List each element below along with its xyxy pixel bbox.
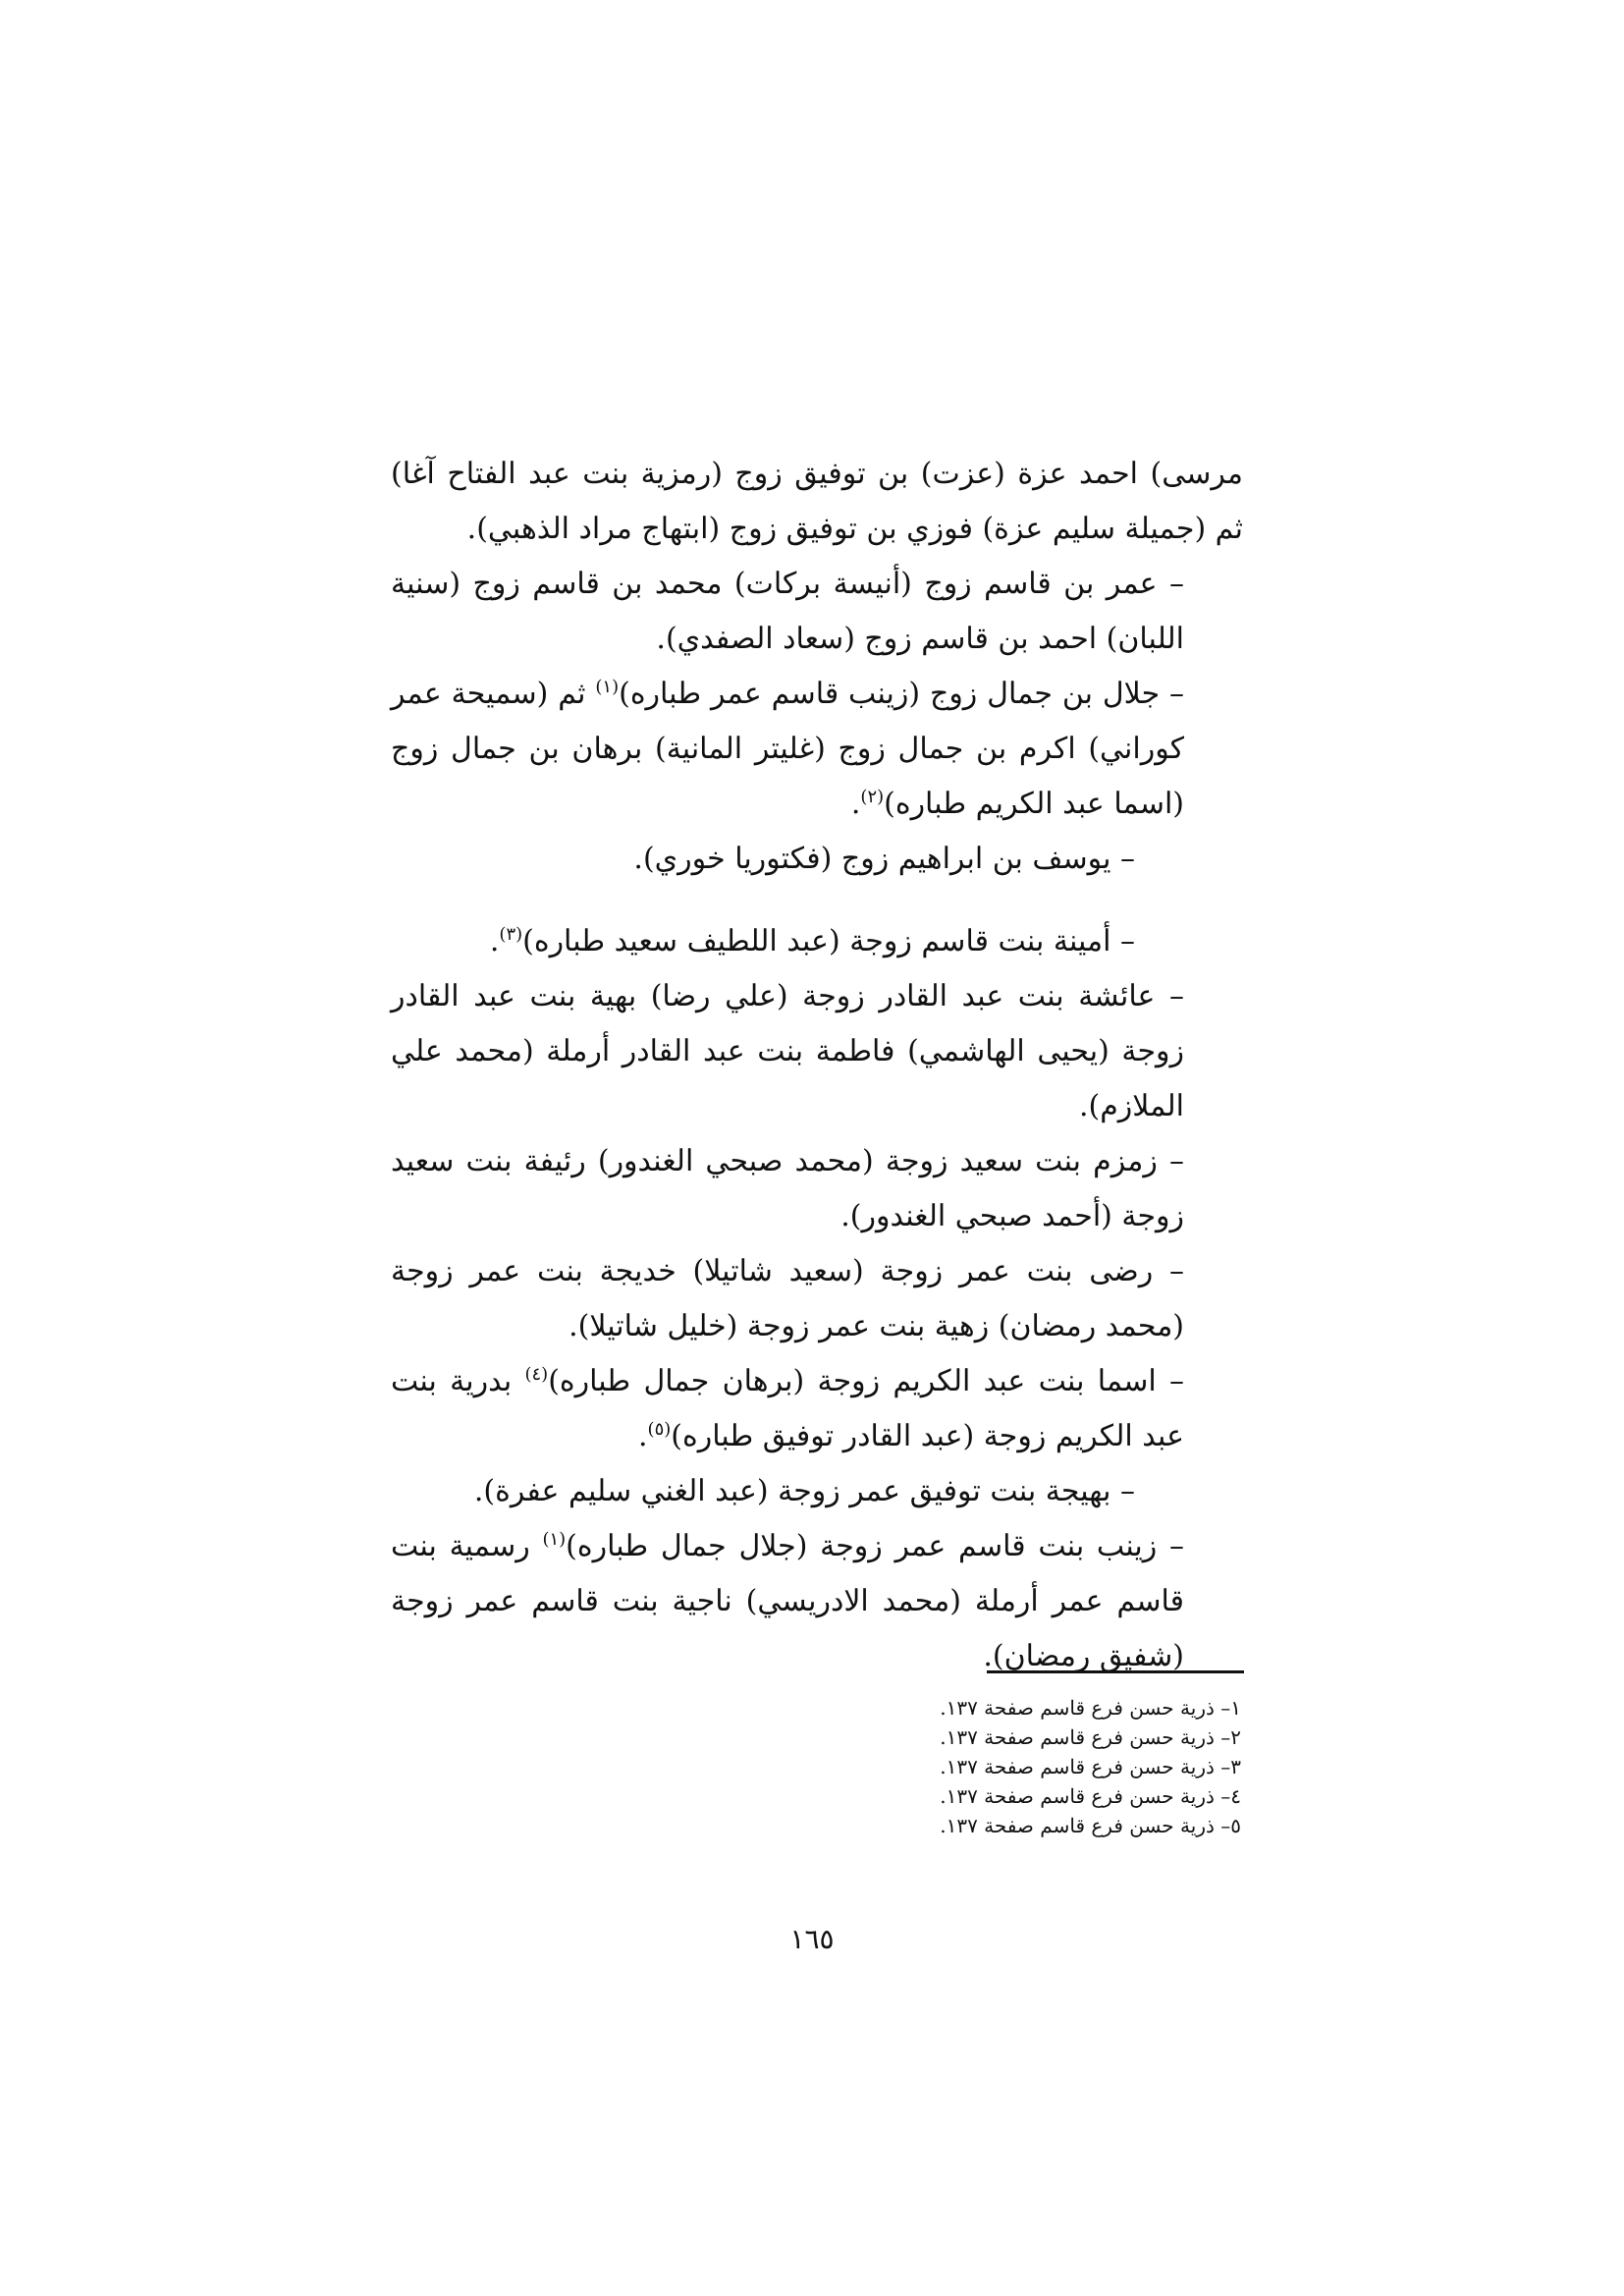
footnote-ref: (١) xyxy=(595,677,620,697)
paragraph-text: – جلال بن جمال زوج (زينب قاسم عمر طباره) xyxy=(619,677,1184,711)
paragraph-text: – أمينة بنت قاسم زوجة (عبد اللطيف سعيد طباره) xyxy=(522,924,1135,958)
paragraph-text: رسمية بنت قاسم عمر أرملة (محمد الادريسي) ناجية بنت قاسم عمر زوجة (شفيق رمضان). xyxy=(391,1529,1184,1673)
paragraph-text: مرسى) احمد عزة (عزت) بن توفيق زوج (رمزية بنت عبد الفتاح آغا) ثم (جميلة سليم عزة) فوزي بن توفيق زوج (ابتهاج مراد الذهبي). xyxy=(391,457,1243,546)
paragraph-asma xyxy=(391,1354,1243,1464)
footnote-ref: (٣) xyxy=(499,924,523,945)
footnote-item: ٣– ذرية حسن فرع قاسم صفحة ١٣٧. xyxy=(940,1755,1241,1778)
paragraph-aisha xyxy=(391,969,1243,1134)
footnote-item: ٢– ذرية حسن فرع قاسم صفحة ١٣٧. xyxy=(940,1725,1241,1749)
paragraph-omar-bin-qasim xyxy=(391,557,1243,667)
paragraph-continuation xyxy=(391,447,1243,557)
paragraph-zamzam xyxy=(391,1134,1243,1244)
page-number: ١٦٥ xyxy=(789,1923,835,1955)
paragraph-text: – عائشة بنت عبد القادر زوجة (علي رضا) بهية بنت عبد القادر زوجة (يحيى الهاشمي) فاطمة بنت عبد القادر أرملة (محمد علي الملازم). xyxy=(391,979,1184,1123)
paragraph-amina xyxy=(391,914,1243,969)
paragraph-zaynab xyxy=(391,1519,1243,1684)
paragraph-text: – رضى بنت عمر زوجة (سعيد شاتيلا) خديجة بنت عمر زوجة (محمد رمضان) زهية بنت عمر زوجة (خليل شاتيلا). xyxy=(391,1254,1184,1343)
footnote-item: ١– ذرية حسن فرع قاسم صفحة ١٣٧. xyxy=(940,1696,1241,1720)
paragraph-text: بدرية بنت عبد الكريم زوجة (عبد القادر توفيق طباره) xyxy=(391,1364,1184,1453)
paragraph-text: – زمزم بنت سعيد زوجة (محمد صبحي الغندور) رئيفة بنت سعيد زوجة (أحمد صبحي الغندور). xyxy=(391,1144,1184,1233)
footnote-ref: (٤) xyxy=(524,1364,549,1385)
footnote-item: ٥– ذرية حسن فرع قاسم صفحة ١٣٧. xyxy=(940,1814,1241,1837)
footnote-ref: (١) xyxy=(542,1529,567,1550)
paragraph-text: – يوسف بن ابراهيم زوج (فكتوريا خوري). xyxy=(633,842,1135,876)
paragraph-yusuf-bin-ibrahim xyxy=(391,832,1243,887)
footnote-item: ٤– ذرية حسن فرع قاسم صفحة ١٣٧. xyxy=(940,1784,1241,1808)
paragraph-text: – عمر بن قاسم زوج (أنيسة بركات) محمد بن قاسم زوج (سنية اللبان) احمد بن قاسم زوج (سعاد الصفدي). xyxy=(391,567,1184,656)
footnote-ref: (٢) xyxy=(860,787,885,807)
paragraph-rida xyxy=(391,1244,1243,1354)
paragraph-text: ثم (سميحة عمر كوراني) اكرم بن جمال زوج (غليتر المانية) برهان بن جمال زوج (اسما عبد الكريم طباره) xyxy=(391,677,1184,821)
paragraph-jalal-bin-jamal xyxy=(391,667,1243,832)
paragraph-text: . xyxy=(489,924,500,958)
paragraph-text: – بهيجة بنت توفيق عمر زوجة (عبد الغني سليم عفرة). xyxy=(473,1474,1135,1508)
paragraph-text: . xyxy=(850,787,861,821)
footnote-ref: (٥) xyxy=(647,1419,672,1440)
paragraph-text: – زينب بنت قاسم عمر زوجة (جلال جمال طباره) xyxy=(566,1529,1184,1563)
paragraph-text: – اسما بنت عبد الكريم زوجة (برهان جمال طباره) xyxy=(548,1364,1184,1398)
paragraph-text: . xyxy=(638,1419,648,1453)
footnotes xyxy=(848,1693,1241,1840)
footnote-divider xyxy=(987,1670,1244,1673)
paragraph-bahija xyxy=(391,1464,1243,1519)
main-text xyxy=(391,447,1243,1684)
